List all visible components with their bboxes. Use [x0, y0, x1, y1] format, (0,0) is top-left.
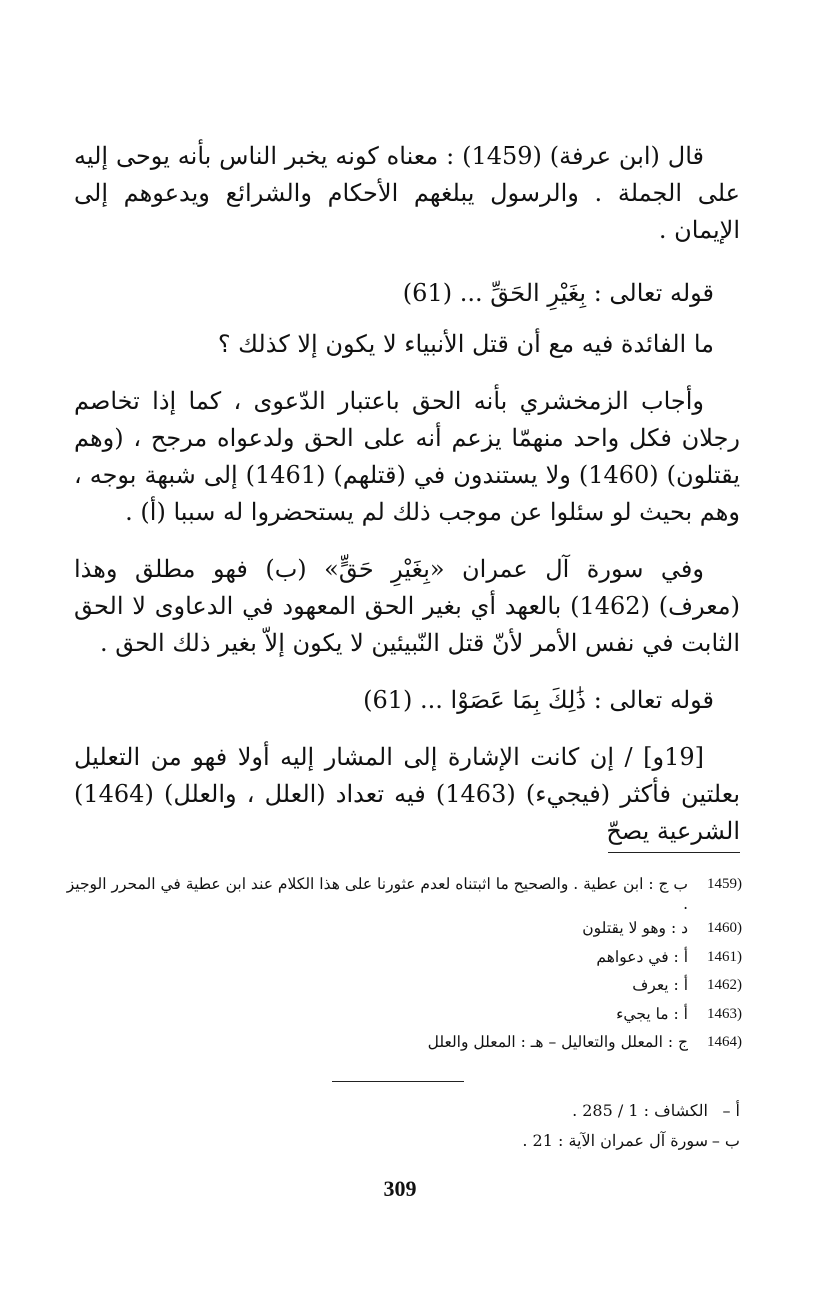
paragraph-question: ما الفائدة فيه مع أن قتل الأنبياء لا يكون إلا كذلك ؟ [217, 330, 714, 358]
verse-heading-2: قوله تعالى : ذَٰلِكَ بِمَا عَصَوْا ... (61) [363, 686, 714, 714]
footnote-number: 1461) [707, 948, 742, 965]
footnotes [66, 870, 742, 1057]
reference-separator [332, 1081, 464, 1082]
footnote-text: ب ج : ابن عطية . والصحيح ما اثبتناه لعدم عثورنا على هذا الكلام عند ابن عطية في المحرر الوجيز . [66, 875, 688, 913]
footnote-number: 1460) [707, 920, 742, 936]
reference-text: الكشاف : 1 / 285 . [572, 1101, 708, 1120]
paragraph-ibn-arafa: قال (ابن عرفة) (1459) : معناه كونه يخبر الناس بأنه يوحى إليه على الجملة . والرسول يبلغهم الأحكام والشرائع ويدعوهم إلى الإيمان . [74, 142, 740, 244]
paragraph-zamakhshari: وأجاب الزمخشري بأنه الحق باعتبار الدّعوى ، كما إذا تخاصم رجلان فكل واحد منهمّا يزعم أنه على الحق ولدعواه مرجح ، (وهم يقتلون) (1460) ولا يستندون في (قتلهم) (1461) إلى شبهة بوجه ، وهم بحيث لو سئلوا عن موجب ذلك لم يستحضروا له سببا (أ) . [74, 387, 741, 526]
paragraph-al-imran: وفي سورة آل عمران «بِغَيْرِ حَقٍّ» (ب) فهو مطلق وهذا (معرف) (1462) بالعهد أي بغير الحق المعهود في الدعاوى لا الحق الثابت في نفس الأمر لأنّ قتل النّبيئين لا يكون إلاّ بغير ذلك الحق . [74, 555, 740, 657]
page-number: 309 [383, 1176, 417, 1201]
footnote-number: 1464) [707, 1034, 742, 1050]
footnote-1461 [66, 943, 742, 972]
main-text [74, 138, 740, 850]
verse-heading-1: قوله تعالى : بِغَيْرِ الحَقِّ ... (61) [402, 279, 714, 307]
footnote-text: د : وهو لا يقتلون [582, 919, 688, 937]
reference-text: سورة آل عمران الآية : 21 . [522, 1131, 708, 1150]
reference-letter: أ – [722, 1101, 740, 1120]
footnote-1459 [66, 870, 742, 914]
footnote-number: 1462) [707, 977, 742, 993]
source-references [330, 1096, 740, 1156]
footnote-text: أ : يعرف [632, 976, 688, 994]
reference-a [330, 1096, 740, 1126]
paragraph-isharah: [19و] / إن كانت الإشارة إلى المشار إليه أولا فهو من التعليل بعلتين فأكثر (فيجيء) (1463) فيه تعداد (العلل ، والعلل) (1464) الشرعية يصحّ [74, 743, 741, 845]
footnote-text: أ : ما يجيء [616, 1004, 688, 1023]
footnote-1462 [66, 971, 742, 1000]
footnote-text: ج : المعلل والتعاليل – هـ : المعلل والعلل [427, 1033, 688, 1051]
footnote-1463 [66, 1000, 742, 1029]
footnote-separator [608, 852, 740, 853]
footnote-number: 1463) [707, 1005, 742, 1022]
footnote-number: 1459) [707, 876, 742, 892]
footnote-1464 [66, 1028, 742, 1057]
reference-b [330, 1126, 740, 1156]
footnote-1460 [66, 914, 742, 943]
reference-letter: ب – [711, 1131, 740, 1150]
footnote-text: أ : في دعواهم [596, 947, 688, 966]
